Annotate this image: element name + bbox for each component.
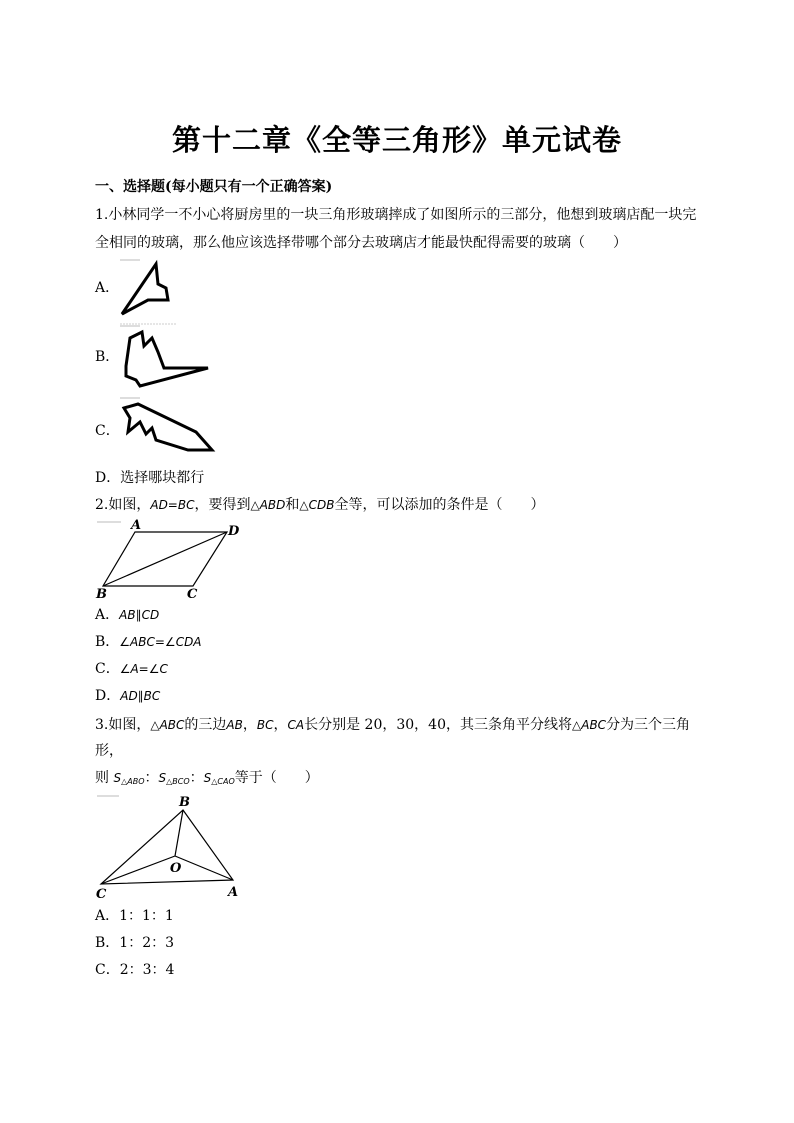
q1-text-line-2: 全相同的玻璃，那么他应该选择带哪个部分去玻璃店才能最快配得需要的玻璃（ ） bbox=[95, 235, 627, 251]
q2-option-b: B．∠ABC=∠CDA bbox=[95, 634, 202, 650]
q3-text-line-2: 形， bbox=[95, 743, 123, 759]
q1-fragment-a-figure bbox=[118, 258, 178, 330]
q1-option-b-label: B． bbox=[95, 349, 120, 365]
q2-option-c: C．∠A=∠C bbox=[95, 661, 168, 677]
q2-option-a: A．AB∥CD bbox=[95, 607, 160, 623]
q2-label-a: A bbox=[131, 518, 142, 533]
q2-label-d: D bbox=[228, 524, 240, 539]
q1-fragment-b-figure bbox=[118, 324, 214, 392]
q1-option-c-label: C． bbox=[95, 423, 120, 439]
q1-fragment-c-figure bbox=[118, 396, 218, 458]
q3-label-a: A bbox=[228, 885, 239, 900]
q2-parallelogram-figure bbox=[95, 518, 245, 602]
q2-option-d: D．AD∥BC bbox=[95, 688, 161, 704]
q1-option-d: D．选择哪块都行 bbox=[95, 470, 205, 486]
q3-label-c: C bbox=[96, 887, 107, 902]
q3-label-b: B bbox=[179, 795, 190, 810]
q1-option-a-label: A． bbox=[95, 280, 120, 296]
q2-label-b: B bbox=[96, 587, 107, 602]
q3-option-b: B．1：2：3 bbox=[95, 935, 175, 951]
section-heading: 一、选择题(每小题只有一个正确答案) bbox=[95, 179, 333, 195]
q1-text-line-1: 1.小林同学一不小心将厨房里的一块三角形玻璃摔成了如图所示的三部分，他想到玻璃店配一块完 bbox=[95, 207, 697, 223]
q3-text-line-1: 3.如图，△ABC的三边AB，BC，CA长分别是 20，30，40，其三条角平分线将△ABC分为三个三角 bbox=[95, 717, 691, 733]
page-title: 第十二章《全等三角形》单元试卷 bbox=[171, 123, 622, 157]
q2-label-c: C bbox=[187, 587, 198, 602]
q3-label-o: O bbox=[170, 861, 182, 876]
q2-text: 2.如图，AD=BC，要得到△ABD和△CDB全等，可以添加的条件是（ ） bbox=[95, 497, 545, 513]
q3-option-c: C．2：3：4 bbox=[95, 962, 175, 978]
q3-text-line-3: 则 S△ABO：S△BCO：S△CAO等于（ ） bbox=[95, 770, 319, 786]
q3-option-a: A．1：1：1 bbox=[95, 908, 174, 924]
q3-triangle-figure bbox=[95, 792, 245, 902]
